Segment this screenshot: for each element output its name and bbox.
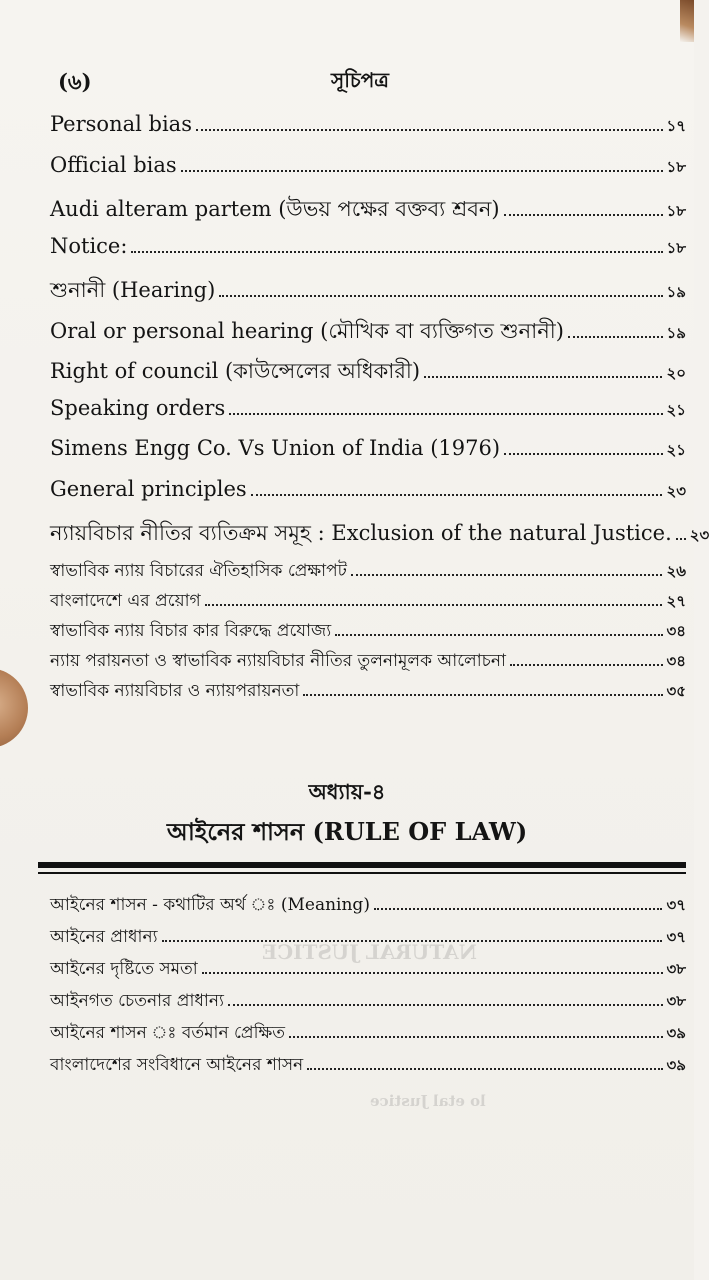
thumb-holding-page <box>0 668 28 748</box>
bleed-through-text: lo etal Justice <box>370 1092 486 1110</box>
toc-entry-page: ৩৭ <box>666 896 686 914</box>
toc-entry-title: আইনের প্রাধান্য <box>50 927 158 947</box>
toc-entry-title: স্বাভাবিক ন্যায়বিচার ও ন্যায়পরায়নতা <box>50 680 300 701</box>
bleed-through-text: NATURAL JUSTICE <box>262 940 477 964</box>
toc-entry-title: আইনের দৃষ্টিতে সমতা <box>50 959 198 979</box>
dot-leader <box>424 376 662 378</box>
dot-leader <box>289 1036 663 1038</box>
dot-leader <box>205 604 663 606</box>
toc-entry <box>50 1052 686 1084</box>
toc-entry-page: ৩৯ <box>666 1056 686 1074</box>
dot-leader <box>229 413 662 415</box>
dot-leader <box>335 634 662 636</box>
toc-entry-page: ২৩ <box>666 481 686 500</box>
dot-leader <box>307 1068 662 1070</box>
toc-entry-page: ১৮ <box>666 157 686 176</box>
toc-entry-page: ৩৯ <box>666 1024 686 1042</box>
toc-entry <box>50 648 686 678</box>
dot-leader <box>131 251 662 253</box>
dot-leader <box>251 494 663 496</box>
toc-entry-title: বাংলাদেশে এর প্রয়োগ <box>50 590 201 611</box>
toc-entry-page: ৩৮ <box>666 960 686 978</box>
toc-entry-page: ৩৪ <box>666 651 686 670</box>
dot-leader <box>219 295 662 297</box>
toc-entry-title: আইনগত চেতনার প্রাধান্য <box>50 991 224 1011</box>
toc-entry-page: ৩৪ <box>666 621 686 640</box>
dot-leader <box>510 664 663 666</box>
toc-entry-page: ৩৮ <box>666 992 686 1010</box>
toc-entry <box>50 678 686 708</box>
toc-entry-title: স্বাভাবিক ন্যায় বিচার কার বিরুদ্ধে প্রযোজ্য <box>50 620 332 641</box>
toc-entry-title: Right of council (কাউন্সেলের অধিকারী) <box>50 359 421 383</box>
toc-entry-title: Notice: <box>50 233 128 258</box>
toc-entry <box>50 618 686 648</box>
toc-entry-page: ১৭ <box>666 117 686 135</box>
dot-leader <box>351 574 663 576</box>
toc-entry-page: ২৬ <box>666 561 686 580</box>
dot-leader <box>196 129 663 131</box>
toc-entry <box>50 588 686 618</box>
toc-entry-title: ন্যায় পরায়নতা ও স্বাভাবিক ন্যায়বিচার নীতির তুলনামূলক আলোচনা <box>50 650 506 671</box>
toc-entry-title: শুনানী (Hearing) <box>50 278 216 302</box>
dot-leader <box>162 940 663 942</box>
toc-entry-title: আইনের শাসন ঃ বর্তমান প্রেক্ষিত <box>50 1023 285 1043</box>
toc-entry <box>50 153 686 194</box>
toc-entry-page: ২১ <box>666 441 686 459</box>
toc-entry <box>50 193 686 234</box>
toc-entry-page: ১৯ <box>666 283 686 301</box>
toc-entry <box>50 892 686 924</box>
toc-entry-title: ন্যায়বিচার নীতির ব্যতিক্রম সমূহ : Exclusion of the natural Justice. <box>50 521 672 545</box>
dot-leader <box>202 972 663 974</box>
toc-entry <box>50 355 686 396</box>
toc-entry <box>50 436 686 477</box>
toc-entry <box>50 924 686 956</box>
dot-leader <box>303 694 662 696</box>
toc-entry-page: ২১ <box>666 400 686 419</box>
dot-leader <box>374 908 663 910</box>
running-head: সূচিপত্র <box>331 68 389 92</box>
toc-entry-page: ৩৭ <box>666 928 686 946</box>
toc-entry <box>50 988 686 1020</box>
dot-leader <box>228 1004 663 1006</box>
toc-entry <box>50 112 686 153</box>
toc-entry-title: বাংলাদেশের সংবিধানে আইনের শাসন <box>50 1055 304 1075</box>
toc-entry <box>50 396 686 437</box>
chapter-number: অধ্যায়-৪ <box>308 779 386 804</box>
toc-entry <box>50 558 686 588</box>
toc-entry-page: ৩৫ <box>666 681 686 700</box>
toc-entry <box>50 517 709 558</box>
dot-leader <box>504 214 663 216</box>
toc-entry-title: Oral or personal hearing (মৌখিক বা ব্যক্তিগত শুনানী) <box>50 318 564 343</box>
toc-entry <box>50 477 686 518</box>
chapter-title: আইনের শাসন (RULE OF LAW) <box>166 817 528 846</box>
toc-list-part2 <box>50 892 686 1084</box>
toc-entry-page: ১৮ <box>666 202 686 220</box>
dot-leader <box>676 538 686 540</box>
toc-entry-title: Speaking orders <box>50 395 226 420</box>
dot-leader <box>504 453 662 455</box>
toc-list-part1 <box>50 112 709 708</box>
toc-entry-title: Simens Engg Co. Vs Union of India (1976) <box>50 436 501 460</box>
toc-entry <box>50 234 686 275</box>
toc-entry-page: ১৯ <box>666 323 686 342</box>
toc-entry <box>50 1020 686 1052</box>
toc-entry-title: Official bias <box>50 152 177 177</box>
divider-thin <box>38 872 686 874</box>
divider-thick <box>38 862 686 868</box>
dot-leader <box>181 170 663 172</box>
toc-entry-page: ১৮ <box>666 238 686 257</box>
toc-entry-title: Personal bias <box>50 112 192 136</box>
page-number: (৬) <box>58 69 92 94</box>
toc-entry-page: ২৩ <box>689 526 709 544</box>
toc-entry-page: ২০ <box>666 364 686 382</box>
toc-entry <box>50 315 686 356</box>
toc-entry-title: Audi alteram partem (উভয় পক্ষের বক্তব্য শ্রবন) <box>50 197 500 221</box>
page-header <box>0 66 694 100</box>
toc-entry-title: General principles <box>50 476 247 501</box>
toc-entry <box>50 274 686 315</box>
toc-entry <box>50 956 686 988</box>
toc-entry-page: ২৭ <box>666 591 686 610</box>
dot-leader <box>568 336 663 338</box>
page-corner <box>680 0 694 42</box>
toc-entry-title: আইনের শাসন - কথাটির অর্থ ঃ (Meaning) <box>50 895 370 915</box>
toc-entry-title: স্বাভাবিক ন্যায় বিচারের ঐতিহাসিক প্রেক্ষাপট <box>50 560 347 581</box>
